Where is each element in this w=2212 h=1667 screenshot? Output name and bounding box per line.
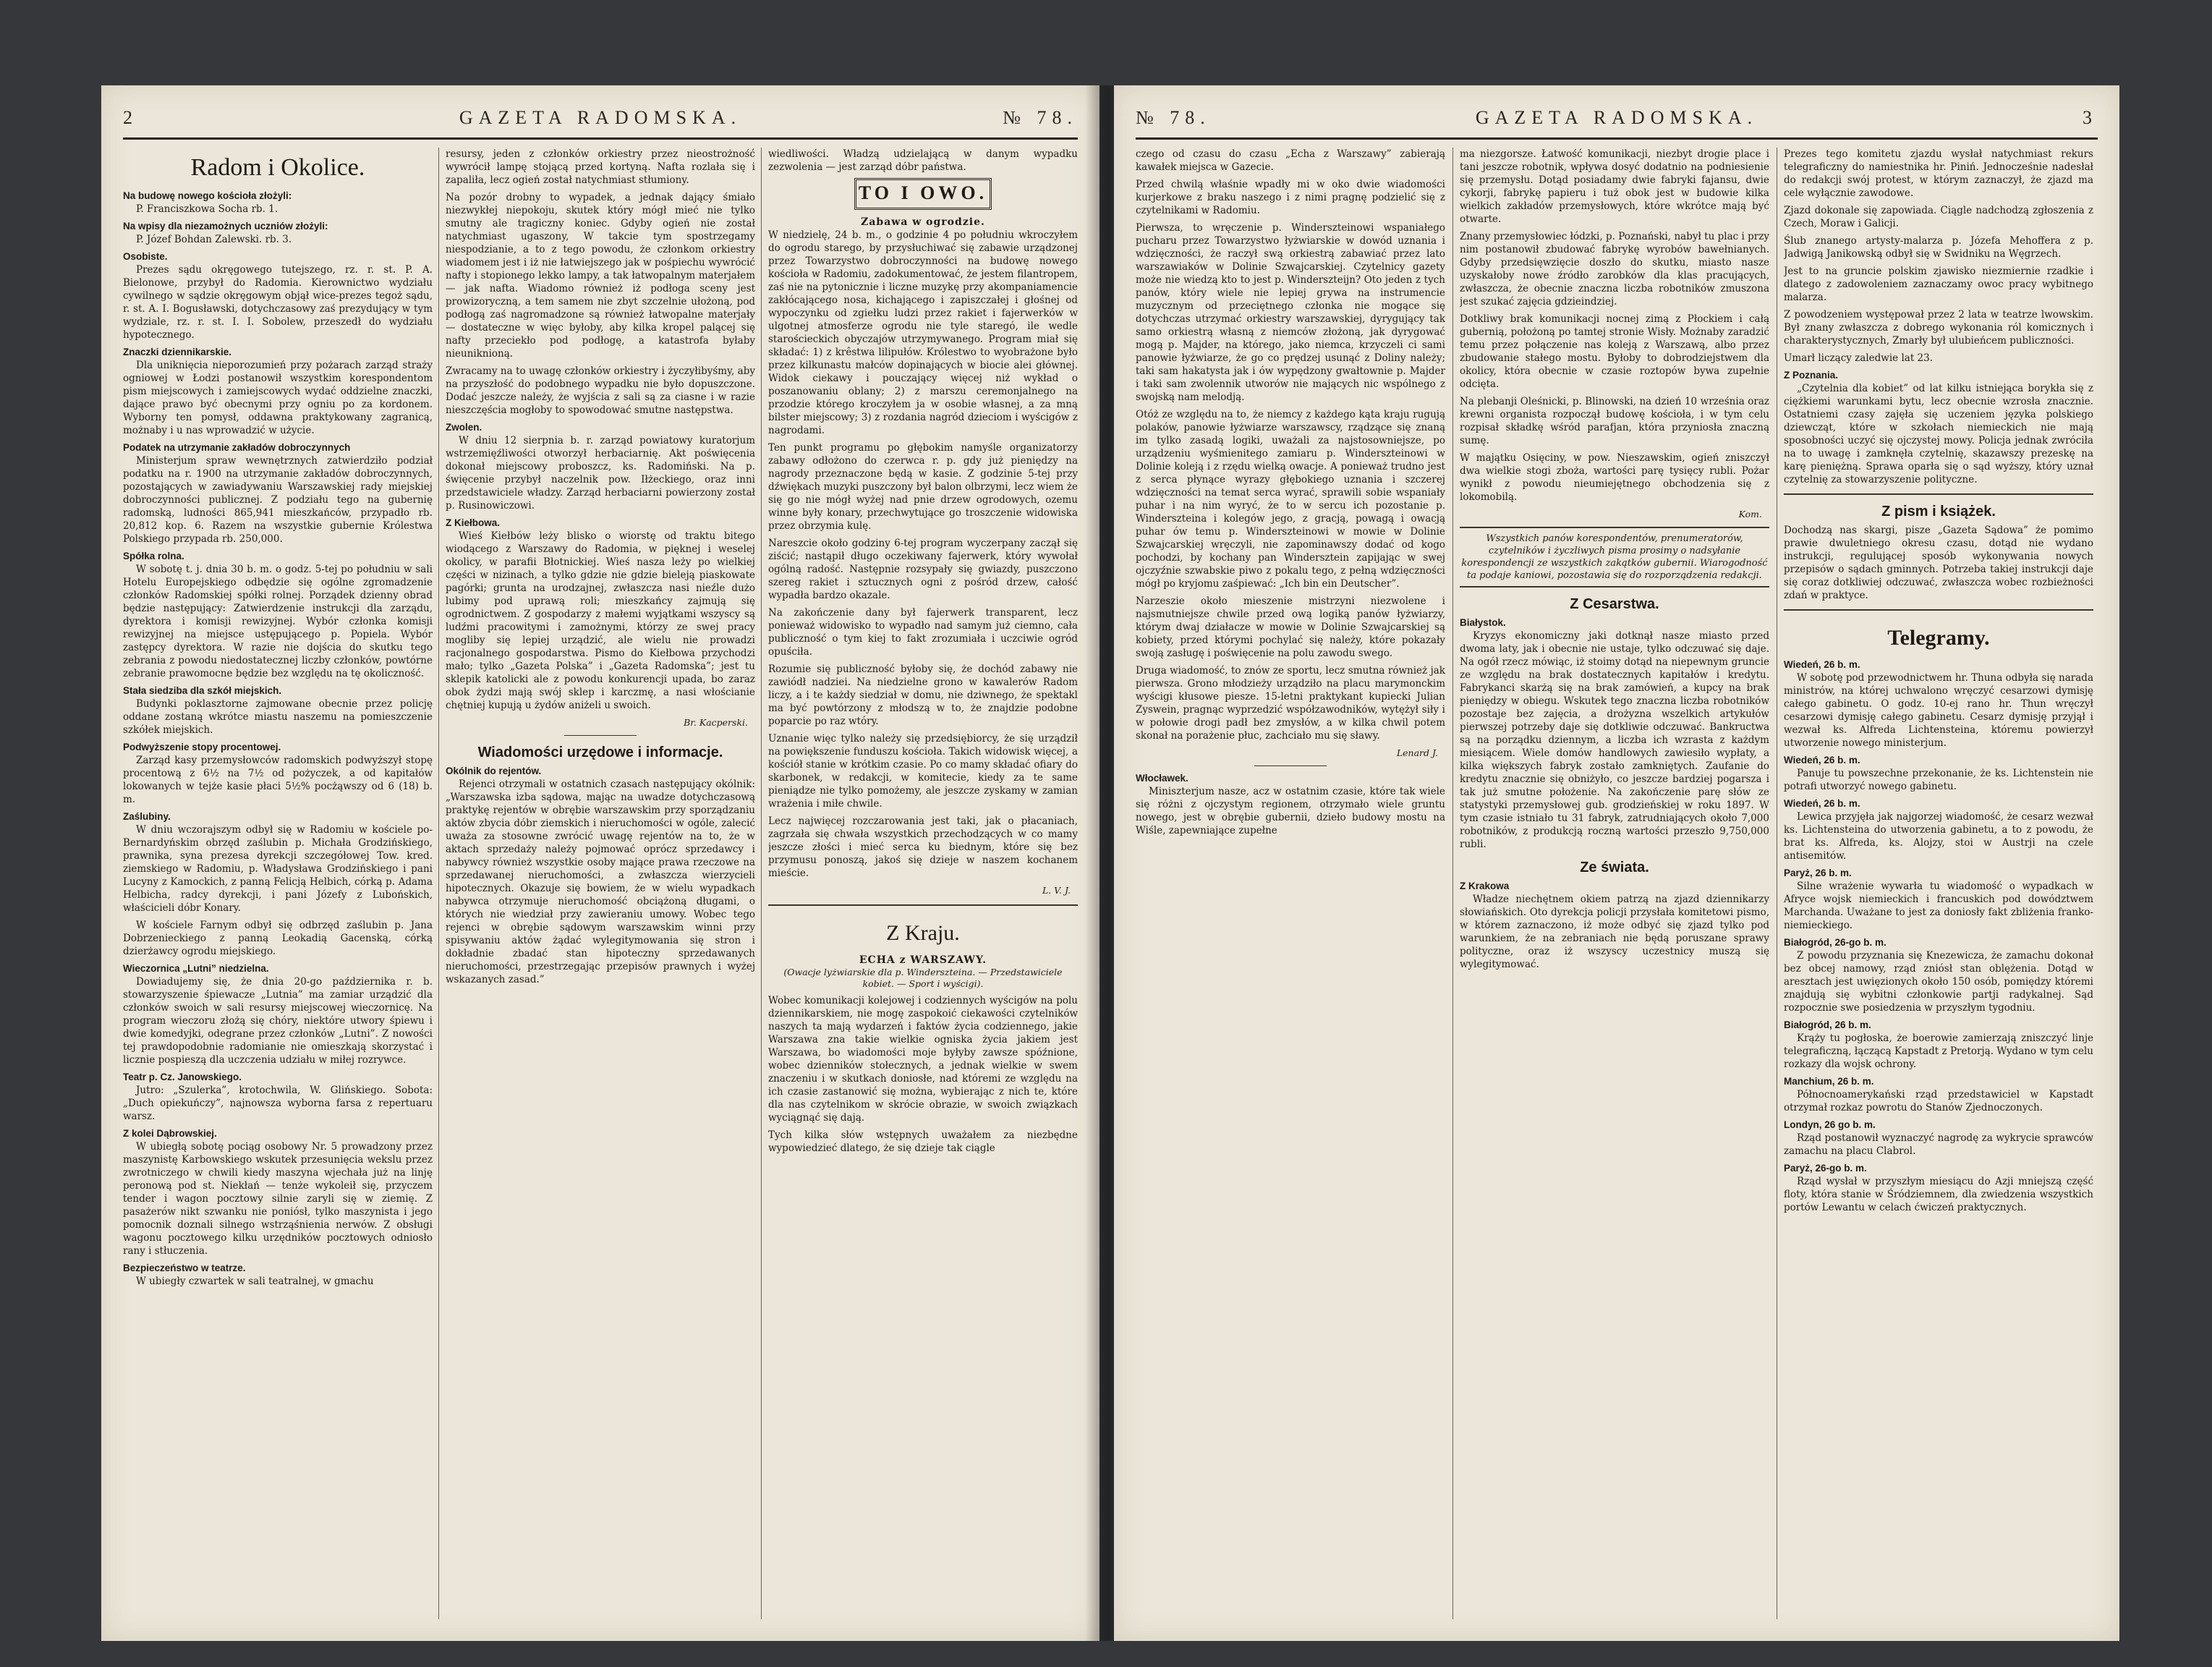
paragraph: Druga wiadomość, to znów ze sportu, lecz smutna również jak pierwsza. Grono młodzieży urządziło na placu marymonckim wyścigi kłusowe piesze. 15-letni praktykant kupiecki Julian Zyswein, pragnąc wyprzedzić współzawodników, wytężył siły i w połowie drogi padł bez zmysłów, a w kilka chwil potem skonał na porażenie płuc, zachciało mu się sławy. (1136, 665, 1445, 742)
entry-heading: Z Poznania. (1784, 370, 1839, 381)
news-entry (123, 962, 433, 1066)
feuilleton-subtitle: Zabawa w ogrodzie. (861, 216, 985, 228)
paragraph: Ślub znanego artysty-malarza p. Józefa Mehoffera z p. Jadwigą Janikowską odbył się w Swidniku na Węgrzech. (1784, 235, 2093, 260)
news-entry (1784, 658, 2093, 750)
news-entry (123, 741, 433, 806)
news-entry (123, 250, 433, 342)
separator (1784, 609, 2093, 611)
column-divider (761, 148, 762, 1619)
entry-heading: Wiedeń, 26 b. m. (1784, 755, 1860, 765)
section-title-kraj: Z Kraju. (886, 921, 960, 945)
left-issue-number: № 78. (1003, 107, 1078, 128)
entry-heading: Paryż, 26-go b. m. (1784, 1163, 1867, 1174)
feuilleton-signature: L. V. J. (1042, 885, 1071, 896)
pism-paragraph: Dochodzą nas skargi, pisze „Gazeta Sądowa” że pomimo prawie dwuletniego okresu czasu, dotąd nie wydano instrukcji, regulującej sposób wykonywania nowych przepisów o sądach gminnych. Potrzeba takiej instrukcji daje się coraz dotkliwiej odczuwać, zwłaszcza wobec rozbieżności zdań w praktyce. (1784, 525, 2093, 601)
paragraph: Lecz najwięcej rozczarowania jest taki, jak o płacaniach, zagrzała się chwała wszystkich przechodzących w co mamy jeszcze złości i mieć serca ku biednym, które się bez przymusu ponoszą, jakoś się dzieje w naszem kochanem mieście. (768, 815, 1078, 879)
news-entry (123, 346, 433, 437)
entry-heading: Włocławek. (1136, 773, 1188, 784)
news-entries (446, 421, 755, 712)
news-entry (446, 517, 755, 712)
right-col-2 (1460, 148, 1769, 1619)
separator (564, 735, 637, 736)
entry-text: Jutro: „Szulerka”, krotochwila, W. Glińskiego. Sobota: „Duch opiekuńczy”, najnowsza wyborna farsa z repertuaru warsz. (123, 1085, 433, 1122)
entry-text: Północnoamerykański rząd przedstawiciel w Kapstadt otrzymał rozkaz powrotu do Stanów Zjednoczonych. (1784, 1089, 2093, 1114)
separator (1784, 493, 2093, 495)
feuilleton-banner: TO I OWO. (854, 178, 992, 210)
entry-text: Prezes sądu okręgowego tutejszego, rz. r. st. P. A. Bielonowe, przybył do Radomia. Kierownictwo wydziału cywilnego w sądzie okręgowym objął wice-prezes tegoż sądu, r. st. A. I. Bogusławski, dotychczasowy zaś prezydujący w tym wydziale, rz. r. st. I. I. Sobolew, przeszedł do wydziału hypotecznego. (123, 264, 433, 341)
news-entry (1460, 616, 1769, 851)
article-signature: Lenard J. (1396, 747, 1438, 758)
entry-text: Rejenci otrzymali w ostatnich czasach następujący okólnik: „Warszawska izba sądowa, mając na uwadze dotychczasową praktykę rejentów w obrębie warszawskim przy sporządzaniu aktów zbycia dóbr ziemskich i nieruchomości w ogóle, zalecić uważa za stosowne zwrócić uwagę rejentów na to, że w aktach sprzedaży należy pojmować oprócz sprzedawcy i nabywcy również wszystkie osoby mające prawa rzeczowe na sprzedawanej nieruchomości, a zwłaszcza wierzycieli hipotecznych. Okazuje się bowiem, że w wielu wypadkach nabywca otrzymuje nieruchomość obciążoną długami, o których nie wiedział przy zawieraniu umowy. Wobec tego rejenci w obrębie sądowym warszawskim winni przy spisywaniu aktów żądać wylegitymowania się stron i dokładnie zbadać stan hipoteczny sprzedawanych nieruchomości, przestrzegając przepisów prawnych i wyżej wskazanych zasad.” (446, 779, 755, 985)
paragraph: Ten punkt programu po głębokim namyśle organizatorzy zabawy odłożono do czerwca r. p. gdy już pieniędzy na nagrody przeznaczone będą w kasie. Z godzinie 5-tej przy dźwiękach muzyki puszczony był balon olbrzymi, lecz wiem że się go nie mógł wyżej nad pnie drzew ogrodowych, ozemu winne były konary, przechwytujące go troszczenie widowiska przez obrzymia kulę. (768, 442, 1078, 532)
entry-text: Dowiadujemy się, że dnia 20-go października r. b. stowarzyszenie śpiewacze „Lutnia” ma zamiar urządzić dla członków swoich w sali resursy miejscowej wieczornicę. Na program wieczoru złożą się chóry, niektóre utwory śpiewu i dwie komedyjki, odegrane przez członków „Lutni”. Z nowości tej prawdopodobnie radomianie nie omieszkają skorzystać i licznie pospieszą dla uczczenia udziału w miłej rozrywce. (123, 976, 433, 1066)
entry-heading: Manchium, 26 b. m. (1784, 1076, 1874, 1087)
section-title-cesarstwa: Z Cesarstwa. (1570, 596, 1659, 612)
news-entry (1784, 936, 2093, 1014)
paragraph: Prezes tego komitetu zjazdu wysłał natychmiast rekurs telegraficzny do namiestnika hr. Piniń. Jednocześnie nadesłał do redakcji swój protest, w którym zaznaczył, że zjazd ma cele wyłącznie zawodowe. (1784, 148, 2093, 199)
news-entry (1784, 867, 2093, 932)
entry-heading: Londyn, 26 go b. m. (1784, 1119, 1876, 1130)
entry-heading: Na budowę nowego kościoła złożyli: (123, 190, 292, 201)
article-paragraphs (446, 148, 755, 417)
separator (768, 904, 1078, 906)
paragraph: Dotkliwy brak komunikacji nocnej zimą z Płockiem i całą gubernią, położoną po tamtej stronie Wisły. Możnaby zaradzić temu przez połączenie nas koleją z Warszawą, albo przez zbudowanie stałego mostu. Byłoby to dobrodziejstwem dla okolicy, która obecnie w czasie roztopów bywa zupełnie odcięta. (1460, 313, 1769, 390)
entry-heading: Z Krakowa (1460, 881, 1510, 891)
entry-heading: Stała siedziba dla szkół miejskich. (123, 685, 282, 696)
article-signature: Kom. (1738, 509, 1762, 519)
entry-heading: Okólnik do rejentów. (446, 765, 542, 776)
left-masthead: GAZETA RADOMSKA. (459, 107, 742, 128)
entry-text: Miniszterjum nasze, acz w ostatnim czasie, które tak wiele się różni z ojczystym regionem, otrzymało wiele gruntu nowego, jest w obrębie gubernii, dzieło budowy mostu na Wiśle, zapewniające zupełne (1136, 786, 1445, 836)
left-page (101, 85, 1099, 1641)
column-divider (1452, 148, 1453, 1619)
news-entry (123, 550, 433, 680)
paragraph: W majątku Osięciny, w pow. Nieszawskim, ogień zniszczył dwa wielkie stogi zboża, wartości parę tysięcy rubli. Pożar wynikł z powodu nieumiejętnego obchodzenia się z lokomobilą. (1460, 452, 1769, 503)
editorial-notice: Wszystkich panów korespondentów, prenumeratorów, czytelników i życzliwych pisma prosimy o nadsyłanie korespondencji ze wszystkich zakątków gubernii. Wiarogodność ta podaje kaniowi, pozostawia się do rozporządzenia redakcji. (1460, 527, 1769, 588)
column-divider (438, 148, 439, 1619)
entry-text: W ubiegłą sobotę pociąg osobowy Nr. 5 prowadzony przez maszynistę Karbowskiego wskutek przesunięcia wekslu przez zwrotniczego w chwili kiedy maszyna wjechała już na linję peronową pod st. Niekłań — tenże wykoleił się, przyczem tender i wagon pocztowy silnie zaryli się w ziemię. Z pasażerów nikt szwanku nie poniósł, tylko maszynista i jego pomocnik doznali silnego wstrząśnienia nerwów. Z obsługi wagonu pocztowego kilku urzędników pocztowych odniosło rany i stłuczenia. (123, 1141, 433, 1257)
echa-paragraphs (768, 994, 1078, 1155)
entry-heading: Znaczki dziennikarskie. (123, 347, 232, 357)
entry-heading: Z Kiełbowa. (446, 517, 501, 528)
entry-text: „Czytelnia dla kobiet” od lat kilku istniejąca borykła się z ciężkiemi warunkami bytu, lecz obecnie wzrosła znacznie. Ostatniemi czasy zajęła się uczeniem języka polskiego dziewcząt, które w szkołach niemieckich nie mają sposobności uczyć się ojczystej mowy. Policja jednak zwróciła na to uwagę i zamknęła czytelnię, skazawszy prezeskę na karę pieniężną. Sprawa oparła się o sąd wyższy, który uznał czytelnię za stowarzyszenie polityczne. (1784, 383, 2093, 485)
entry-heading: Z kolei Dąbrowskiej. (123, 1128, 217, 1139)
entry-text: Kryzys ekonomiczny jaki dotknął nasze miasto przed dwoma laty, jak i obecnie nie ustaje, tylko odczuwać się daje. Na ogół rzecz mówiąc, iż stoimy dotąd na niepewnym gruncie ze względu na brak dostatecznych kapitałów i kredytu. Fabrykanci skarżą się na brak zamówień, a kupcy na brak pieniędzy w obiegu. Wskutek tego znaczna liczba robotników pozostaje bez zajęcia, a drożyzna wszelkich artykułów pierwszej potrzeby daje się dotkliwie odczuwać. Bankructwa są na porządku dziennym, a liczba ich wzrasta z każdym miesiącem. Wiele domów handlowych zawiesiło wypłaty, a kilka większych fabryk zostało zamkniętych. Zaufanie do kredytu znacznie się obniżyło, co jeszcze bardziej pogarsza i tak już smutne położenie. Na zakończenie parę słów ze statystyki przemysłowej gub. grodzieńskiej w roku 1897. W tym czasie istniało tu 31 fabryk, zatrudniających około 7,000 robotników, z produkcją roczną wartości przeszło 9,750,000 rubli. (1460, 630, 1769, 850)
entry-heading: Białogród, 26-go b. m. (1784, 937, 1886, 948)
entry-text: W kościele Farnym odbył się odbrzęd zaślubin p. Jana Dobrzenieckiego z panną Leokadią Gacenską, córką dzierżawcy ogrodu miejskiego. (123, 920, 433, 957)
paragraph: Na plebanji Oleśnicki, p. Blinowski, na dzień 10 września oraz krewni organista rozpoczął budowę kościoła, i w tym celu rozpisał składkę wśród parafjan, która przyniosła znaczną sumę. (1460, 396, 1769, 446)
paragraph: Znany przemysłowiec łódzki, p. Poznański, nabył tu plac i przy nim postanowił zbudować fabrykę wyrobów bawełnianych. Gdyby przedsięwzięcie doszło do skutku, miasto nasze uzyskałoby nowe źródło zarobków dla klas pracujących, zwłaszcza, że obecnie znaczna liczba robotników zmuszona jest szukać zajęcia gdzieindziej. (1460, 231, 1769, 307)
left-col-2 (446, 148, 755, 1619)
entry-text: W dniu 12 sierpnia b. r. zarząd powiatowy kuratorjum wstrzemięźliwości otworzył herbaciarnię. Akt poświęcenia dokonał miejscowy proboszcz, ks. Radomiński. Na p. święcenie przybył naczelnik pow. Iłżeckiego, oraz inni przedstawiciele władzy. Zarząd herbaciarni powierzony został p. Rusinowiczowi. (446, 435, 755, 512)
news-entry (1784, 1019, 2093, 1071)
paragraph: Na zakończenie dany był fajerwerk transparent, lecz ponieważ widowisko to wypadło nad samym już ciemno, cała publiczność o tym kiej to fakt zrozumiała i uczciwie ogród opuściła. (768, 607, 1078, 658)
news-entry (446, 421, 755, 512)
entry-text: W sobotę t. j. dnia 30 b. m. o godz. 5-tej po południu w sali Hotelu Europejskiego odbędzie się ogólne zgromadzenie członków Radomskiej spółki rolnej. Porządek dzienny obrad będzie następujący: Zatwierdzenie instrukcji dla zarządu, dyrektora i komisji rewizyjnej. Wybór członka komisji rewizyjnej na miejsce ustępującego p. Popiela. Wybór zastępcy dyrektora. W razie nie dojścia do skutku tego zebrania z powodu niedostatecznej liczby członków, powtórne zebranie prawomocne będzie bez względu na tę okoliczność. (123, 564, 433, 679)
separator (1254, 765, 1327, 766)
entry-heading: Paryż, 26 b. m. (1784, 868, 1852, 878)
echa-note: (Owacje lyżwiarskie dla p. Winderszteina. — Przedstawiciele kobiet. — Sport i wyścigi). (783, 967, 1063, 989)
left-page-number: 2 (123, 107, 138, 128)
entry-heading: Białogród, 26 b. m. (1784, 1019, 1871, 1030)
left-col-1 (123, 148, 433, 1619)
section-title-pism: Z pism i książek. (1881, 504, 1996, 519)
entry-text: Rząd postanowił wyznaczyć nagrodę za wykrycie sprawców zamachu na placu Clabrol. (1784, 1132, 2093, 1157)
entry-heading: Zwolen. (446, 422, 482, 433)
entry-heading: Bezpieczeństwo w teatrze. (123, 1263, 246, 1273)
entry-heading: Wieczornica „Lutni” niedzielna. (123, 963, 269, 974)
telegram-list (1784, 658, 2093, 1214)
entry-heading: Wiedeń, 26 b. m. (1784, 659, 1860, 670)
entry-heading: Zaślubiny. (123, 811, 171, 822)
entry-text: Krąży tu pogłoska, że boerowie zamierzają zniszczyć linje telegraficzną, łączącą Kapstadt z Pretorją. Wydano w tym celu rozkazy dla wojsk ochrony. (1784, 1032, 2093, 1070)
left-header-rule (123, 137, 1078, 140)
entry-heading: Na wpisy dla niezamożnych uczniów złożyli: (123, 221, 328, 232)
news-entry (1784, 369, 2093, 486)
paragraph: Nareszcie około godziny 6-tej program wyczerpany zaczął się ziścić; nastąpił długo oczekiwany fajerwerk, który wywołał ogólną radość. Następnie rozsypały się gwiazdy, puszczono szereg rakiet i sztucznych ogni z pośród drzew, całość wypadła bardzo okazale. (768, 538, 1078, 601)
paragraph: czego od czasu do czasu „Echa z Warszawy” zabierają kawałek miejsca w Gazecie. (1136, 148, 1445, 173)
right-page-header (1136, 107, 2098, 133)
paragraph: Jest to na gruncie polskim zjawisko niezmiernie rzadkie i dlatego z zadowoleniem zaznaczamy owoc pracy wybitnego malarza. (1784, 266, 2093, 303)
news-entry (123, 190, 433, 216)
news-entry (1784, 1119, 2093, 1158)
section-title-swiata: Ze świata. (1580, 860, 1649, 875)
paragraph: Wobec komunikacji kolejowej i codziennych wyścigów na polu dziennikarskiem, nie mogę zaspokoić ciekawości czytelników naszych ta mają wydarzeń i faktów życia codziennego, jakie Warszawa zna takie wielkie ogniska życia jakiem jest Warszawa, bo wiadomości moje byłyby zawsze spóźnione, wobec dzienników stołecznych, a jednak wielkie w swem znaczeniu i w skutkach doniosłe, nad któremi ze względu na ich czasie zastanowić się można, wybierając z nich te, które dla nas czytelnikom w skrócie obrazie, w swoich związkach wyciągnąć się dają. (768, 995, 1078, 1124)
news-entry (123, 1262, 433, 1288)
entry-text: Lewica przyjęła jak najgorzej wiadomość, że cesarz wezwał ks. Lichtensteina do utworzenia gabinetu, a to z powodu, że brat ks. Alfreda, ks. Alojzy, stoi w Austrji na czele antisemitów. (1784, 811, 2093, 862)
news-entry (123, 1127, 433, 1257)
article-paragraphs (1784, 148, 2093, 365)
right-page (1114, 85, 2119, 1641)
entry-heading: Podwyższenie stopy procentowej. (123, 742, 281, 752)
left-col-3 (768, 148, 1078, 1619)
entry-text: W ubiegły czwartek w sali teatralnej, w gmachu (136, 1276, 374, 1287)
entry-text: W dniu wczorajszym odbył się w Radomiu w kościele po-Bernardyńskim obrzęd zaślubin p. Michała Grodzińskiego, prawnika, syna prezesa dyrekcji szczegółowej Tow. kred. ziemskiego w Radomiu, p. Władysława Grodzińskiego i pani Lucyny z Kamockich, z panną Felicją Helbich, córką p. Adama Helbicha, radcy dyrekcji, i pani Józefy z Lubońskich, właścicieli dóbr Konary. (123, 824, 433, 914)
paragraph: Uznanie więc tylko należy się przedsiębiorcy, że się urządził na powiększenie funduszu kościoła. Takich widowisk więcej, a kościół stanie w krótkim czasie. Po co mamy składać ofiary do skarbonek, w redakcji, w komitecie, kiedy za te same pieniądze nie tylko pomożemy, ale jeszcze zyskamy w zamian wrażenia i miłe chwile. (768, 733, 1078, 810)
entry-text: P. Józef Bohdan Zalewski. rb. 3. (136, 234, 292, 245)
right-col-1 (1136, 148, 1445, 1619)
news-entry (123, 919, 433, 958)
paragraph: Otóż ze względu na to, że niemcy z każdego kąta kraju rugują polaków, panowie łyżwiarze warszawscy, rządzące się znaną im tylko zasadą logiki, uważali za najstosowniejsze, po urządzeniu wyśmienitego zamiaru p. Winderszteinowi w Dolinie koleją i z rzędu wielką owacje. A ponieważ trudno jest z serca płynące wyrazy głębokiego uznania i szczerej wdzięczności na temat serca wyrać, sprawili sobie wspaniały puhar i na nim wyryć, że to w sercu ich pozostanie p. Winderszteina i kolegów jego, z gracją, powagą i owacją puhar ów temu p. Winderszteinowi w mowie w Dolinie Szwajcarskiej wręczyli, nie zapominawszy dodać od kogo pochodzi, by kochany pan Windersztein zapijając w swej ojczyźnie szwabskie piwo z pokalu tego, z pełną wdzięczności mógł po kryjomu zaśpiewać: „Ich bin ein Deutscher”. (1136, 409, 1445, 590)
entry-heading: Spółka rolna. (123, 551, 184, 561)
news-entry (1136, 772, 1445, 837)
entry-text: Ministerjum spraw wewnętrznych zatwierdziło podział podatku na r. 1900 na utrzymanie zakładów dobroczynnych, pozostających w zawiadywaniu Warszawskiej rady miejskiej dobroczynności publicznej. Z podziału tego na gubernię radomską, ludności 865,941 mieszkańców, przypadło rb. 20,812 kop. 6. Razem na wszystkie gubernie Królestwa Polskiego przypada rb. 250,000. (123, 455, 433, 545)
entry-heading: Osobiste. (123, 251, 168, 262)
entry-text: Wieś Kiełbów leży blisko o wiorstę od traktu bitego wiodącego z Warszawy do Radomia, w pięknej i weselej okolicy, w parafii Błotnickiej. Wieś nasza leży po wielkiej części w nizinach, a tylko gdzie nie gdzie bieleją piaskowate pagórki; grunta na urodzajnej, zwłaszcza nasi nieźle dużo lubimy pod uprawą roli; mieszkańcy zajmują się ogrodnictwem. Z gospodarzy z małemi wyjątkami wszyscy są ludźmi pracowitymi i zamożnymi, którzy ze swej pracy mogliby się lepiej urządzić, ale wielu nie prowadzi racjonalnego gospodarstwa. Pismo do Kiełbowa przychodzi mało; tylko „Gazeta Polska” i „Gazeta Radomska”; jest tu sklepik katolicki ale z powodu konkurencji upada, bo zaraz obok żydzi mają swój sklep i karczmę, a nasi włościanie chętniej kupują u żydów aniżeli u swoich. (446, 530, 755, 711)
paragraph: Umarł liczący zaledwie lat 23. (1784, 352, 1934, 364)
entry-text: Silne wrażenie wywarła tu wiadomość o wypadkach w Afryce wojsk niemieckich i francuskich pod dowództwem Marchanda. Uważane to jest za doniosły fakt zbliżenia franko-niemieckiego. (1784, 881, 2093, 931)
continued-paragraph: wiedliwości. Władzą udzielającą w danym wypadku zezwolenia — jest zarząd dóbr państwa. (768, 148, 1078, 173)
news-entry (123, 220, 433, 246)
right-page-number: 3 (2083, 107, 2098, 128)
paragraph: Pierwsza, to wręczenie p. Winderszteinowi wspaniałego pucharu przez Towarzystwo łyżwiarskie w dowód uznania i wdzięczności, że raczył swą orkiestrą zabawiać przez lato warszawiaków w Dolinie Szwajcarskiej. Czytelnicy gazety może nie wiedzą kto to jest p. Winderszteijn? Oto jeden z tych panów, który wiele nie lepiej grywa na instrumencie muzycznym od przeciętnego członka nie mogące się dotychczas utrzymać orkiestry warszawskiej, dyrygujący tak samo orkiestrą własną z niemców złożoną, jak dyrygować mogą p. Majder, na którego, jako niemca, krzyczeli ci sami panowie łyżwiarze, że go co prędzej usunąć z Doliny należy; taki sam hakatysta jak i ów wypędzony gwałtownie p. Majder i taki sam zwolennik utworów nie mających nic wspólnego z swojską nam melodją. (1136, 222, 1445, 403)
news-entry (123, 441, 433, 546)
entry-text: Panuje tu powszechne przekonanie, że ks. Lichtenstein nie potrafi utworzyć nowego gabinetu. (1784, 768, 2093, 792)
right-col-3 (1784, 148, 2093, 1619)
section-title-radom: Radom i Okolice. (190, 154, 365, 181)
paragraph: Przed chwilą właśnie wpadły mi w oko dwie wiadomości kurjerkowe z braku naszego i z nimi pragnę podzielić się z czytelnikami w Radomiu. (1136, 179, 1445, 216)
news-entry (1784, 797, 2093, 862)
article-paragraphs (1136, 148, 1445, 742)
entry-heading: Podatek na utrzymanie zakładów dobroczynnych (123, 442, 351, 453)
entry-text: W sobotę pod przewodnictwem hr. Thuna odbyła się narada ministrów, na której uchwalono wręczyć cesarzowi dymisję całego gabinetu. O godz. 10-ej rano hr. Thun wręczył cesarzowi dymisję całego gabinetu. Cesarz dymisję przyjął i wezwał ks. Alfreda Lichtensteina, któremu powierzył utworzenie nowego ministerjum. (1784, 672, 2093, 749)
entry-heading: Białystok. (1460, 617, 1506, 628)
left-page-header (123, 107, 1078, 133)
news-entry (446, 765, 755, 986)
entry-text: Zarząd kasy przemysłowców radomskich podwyższył stopę procentową z 6½ na 7½ od pożyczek, a od kapitałów lokowanych w tejże kasie płaci 5½% pocżąwszy od 6 (18) b. m. (123, 755, 433, 805)
news-entries (123, 190, 433, 1288)
news-entry (123, 684, 433, 737)
paragraph: resursy, jeden z członków orkiestry przez nieostrożność wywrócił lampę stojącą przed kortyną. Nafta rozlała się i zapaliła, lecz ogień został natychmiast stłumiony. (446, 148, 755, 186)
right-issue-number: № 78. (1136, 107, 1211, 128)
paragraph: Narzeszie około mieszenie mistrzyni niezwolene i najsmutniejsze chwile przed ową logiką panów łyżwiarzy, którym dwaj działacze w mowie w Dolinie Szwajcarskiej są kobiety, przed którymi pochylać się należy, które pokazały swoją zasługę i poświęcenie na polu zawodu swego. (1136, 595, 1445, 659)
entry-text: P. Franciszkowa Socha rb. 1. (136, 203, 278, 215)
paragraph: Zwracamy na to uwagę członków orkiestry i życzyłibyśmy, aby na przyszłość do podobnego wypadku nie było dopuszczone. Dodać jeszcze należy, że wyjścia z sali są za ciasne i w razie nieszczęścia mogłoby to spowodować smutne następstwa. (446, 365, 755, 416)
article-paragraphs (1460, 148, 1769, 504)
news-entry (123, 810, 433, 915)
entry-text: Dla uniknięcia nieporozumień przy pożarach zarząd straży ogniowej w Łodzi postanowił wszystkim korespondentom pism miejscowych i zamiejscowych wydać oddzielne znaczki, dające prawo być obecnymi przy ogniu po za kordonem. Wyborny ten pomysł, oddawna praktykowany zagranicą, możnaby i u nas wprowadzić w użycie. (123, 360, 433, 436)
news-entry (1460, 880, 1769, 971)
paragraph: Z powodzeniem występował przez 2 lata w teatrze lwowskim. Był znany zwłaszcza z dobrego wykonania ról komicznych i charakterystycznych, Zmarły był ulubieńcem publiczności. (1784, 309, 2093, 347)
news-entry (123, 1071, 433, 1123)
paragraph: Tych kilka słów wstępnych uważałem za niezbędne wypowiedzieć dlatego, że się dzieje tak ciągle (768, 1129, 1078, 1154)
entry-text: Z powodu przyznania się Knezewicza, że zamachu dokonał bez obcej namowy, rząd zniósł stan oblężenia. Dotąd w aresztach jest uwięzionych około 150 osób, pomiędzy któremi znajdują się wybitni członkowie partji radykalnej. Sąd rozpocznie swe posiedzenia w przyszłym tygodniu. (1784, 950, 2093, 1014)
news-entry (1784, 1075, 2093, 1114)
entry-text: Rząd wysłał w przyszłym miesiącu do Azji mniejszą część floty, która stanie w Śródziemnem, dla zwiedzenia wszystkich portów Lewantu w celach ćwiczeń praktycznych. (1784, 1176, 2093, 1213)
paragraph: Zjazd dokonale się zapowiada. Ciągle nadchodzą zgłoszenia z Czech, Moraw i Galicji. (1784, 205, 2093, 229)
news-entry (1784, 754, 2093, 793)
section-title-telegramy: Telegramy. (1887, 626, 1990, 650)
right-header-rule (1136, 137, 2098, 140)
section-title-official: Wiadomości urzędowe i informacje. (477, 745, 723, 760)
article-signature: Br. Kacperski. (684, 717, 748, 728)
feuilleton-paragraphs (768, 229, 1078, 880)
echa-title: ECHA z WARSZAWY. (859, 954, 987, 966)
right-masthead: GAZETA RADOMSKA. (1475, 107, 1758, 128)
entry-text: Władze niechętnem okiem patrzą na zjazd dziennikarzy słowiańskich. Oto dyrekcja policji przysłała komitetowi pismo, w którem zaznaczono, iż może odbyć się zjazd tylko pod warunkiem, że na zebraniach nie będą poruszane sprawy polityczne, oraz iż wszyscy uczestnicy muszą się wylegitymować. (1460, 894, 1769, 970)
paragraph: W niedzielę, 24 b. m., o godzinie 4 po południu wkroczyłem do ogrodu starego, by przysłuchiwać się zabawie urządzonej przez Towarzystwo dobroczynności na budowę nowego kościoła w Radomiu, zadokumentować, że jestem filantropem, zaś nie na pytonicznie i liczne muzykę przy akompaniamencie zakłócającego nosa, kichającego i zapiszczałej i głośnej od wypoczynku od zgiełku ludzi przez rakiet i fajerwerków w ulgotnej atmosferze ogrodu nie tyle staregó, ile wedle starościeckich obyczajów utrzymywanego. Program miał się składać: 1) z krêstwa lilipułów. Królestwo to wyobrażone było przez kilkunastu małców dopinających w biocie alei głównej. Widok ciekawy i pouczający więcej niż wykład o poszanowaniu oblany; 2) z marszu ceremonjalnego na przodzie którego kroczyłem ja w osobie własnej, a za mną bilster miejscowy; 3) z rozdania nagród dzieciom i wyścigów z nagrodami. (768, 229, 1078, 436)
news-entry (1784, 1162, 2093, 1214)
paragraph: Rozumie się publiczność byłoby się, że dochód zabawy nie zawiódł nadziei. Na niedzielne grono w kawalerów Radom liczy, a i te każdy siedział w domu, nie dziwnego, że spektakl ma być powtórzony z młodszą w to, że znajdzie podobne poparcie po raz wtóry. (768, 663, 1078, 727)
paragraph: ma niezgorsze. Łatwość komunikacji, niezbyt drogie place i tani jeszcze robotnik, wpływa dosyć dodatnio na podniesienie się przemysłu. Dotąd posiadamy dwie fabryki fajansu, dwie cykorji, fabrykę papieru i tuż obok jest w budowie kilka wielkich zakładów przemysłowych, które wkrótce mają być otwarte. (1460, 148, 1769, 225)
entry-text: Budynki poklasztorne zajmowane obecnie przez policję oddane zostaną wkrótce miastu naszemu na pomieszczenie szkółek miejskich. (123, 698, 433, 736)
entry-heading: Wiedeń, 26 b. m. (1784, 798, 1860, 809)
entry-heading: Teatr p. Cz. Janowskiego. (123, 1072, 242, 1082)
paragraph: Na pozór drobny to wypadek, a jednak dający śmiało niezwykłej niepokoju, skutek który mógł mieć nie tylko smutny ale tragiczny koniec. Gdyby ogień nie został natychmiast ugaszony, W takcie tym spostrzegamy niespodzianie, a to z tego powodu, że członkom orkiestry wiadomem jest i iż nie łatwiejszego jak w pośpiechu wywrócić nafty i stopionego lekko lampy, a tak łatwopalnym materjałem — jak nafta. Wiadomo również iż podłoga sceny jest prowizoryczną, a tem samem nie zbyt szczelnie ułożoną, pod podłogą zaś nagromadzone są również łatwopalne materjały — dostateczne w więc byłoby, aby kilka kropel palącej się nafty przeciekło pod podłogę, a katastrofa byłaby nieuniknioną. (446, 192, 755, 360)
